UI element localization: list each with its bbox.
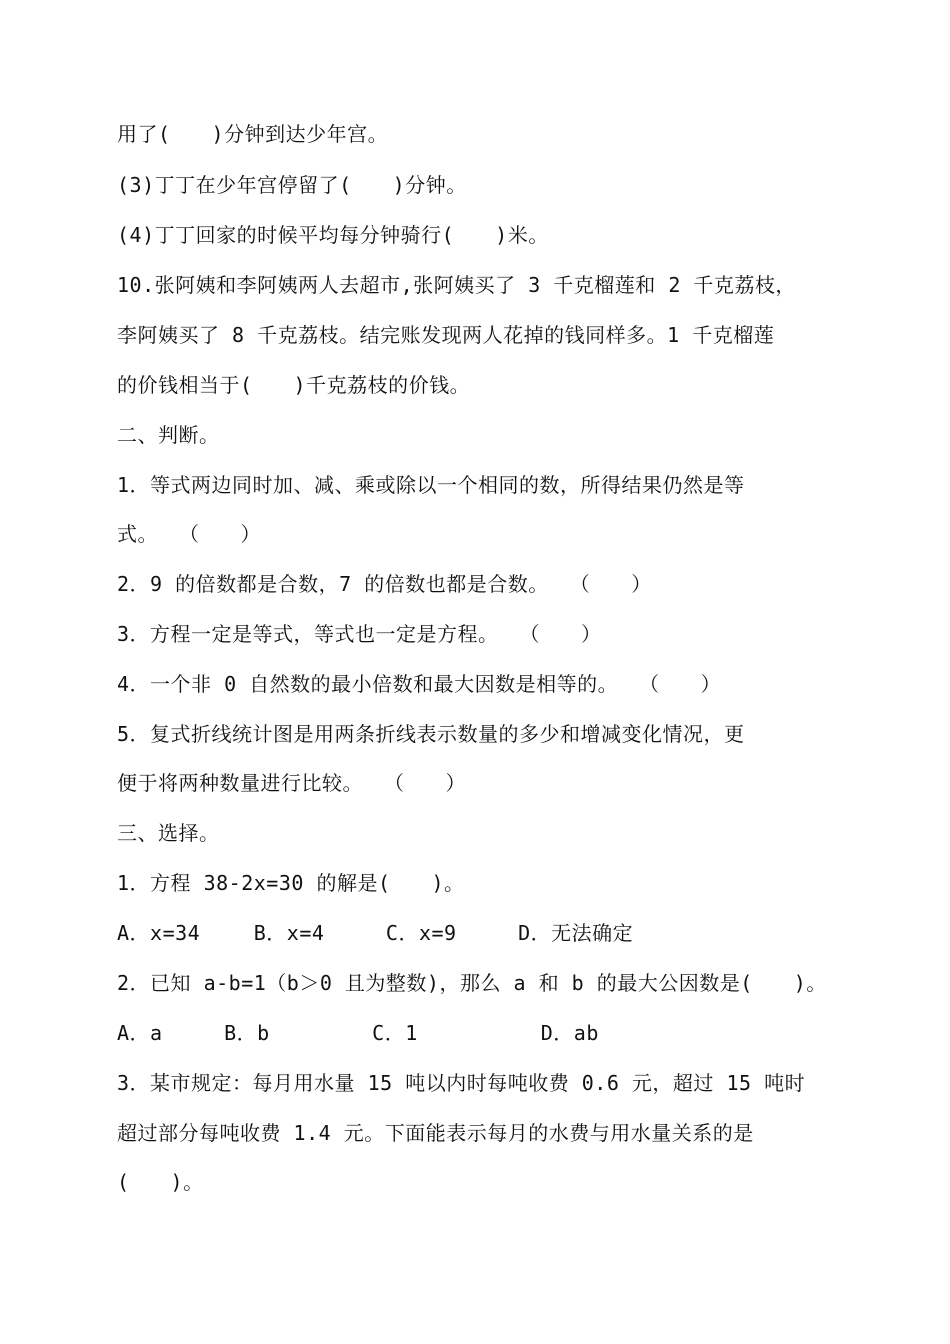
q10-line-1: 10.张阿姨和李阿姨两人去超市,张阿姨买了 3 千克榴莲和 2 千克荔枝， (117, 273, 796, 297)
section-3-heading: 三、选择。 (117, 821, 220, 845)
choice-3-line-2: 超过部分每吨收费 1.4 元。下面能表示每月的水费与用水量关系的是 (117, 1121, 754, 1145)
q10-line-3: 的价钱相当于( )千克荔枝的价钱。 (117, 373, 471, 397)
choice-1-options: A．x=34 B．x=4 C．x=9 D．无法确定 (117, 921, 634, 945)
judge-5-line-2: 便于将两种数量进行比较。 （ ） (117, 771, 466, 795)
q9-2-continuation: 用了( )分钟到达少年宫。 (117, 122, 389, 146)
judge-5-line-1: 5．复式折线统计图是用两条折线表示数量的多少和增减变化情况，更 (117, 722, 745, 746)
judge-2: 2．9 的倍数都是合数，7 的倍数也都是合数。 （ ） (117, 572, 652, 596)
section-2-heading: 二、判断。 (117, 423, 220, 447)
judge-3: 3．方程一定是等式，等式也一定是方程。 （ ） (117, 622, 602, 646)
choice-2: 2．已知 a-b=1（b＞0 且为整数)，那么 a 和 b 的最大公因数是( )。 (117, 971, 827, 995)
choice-2-options: A．a B．b C．1 D．ab (117, 1021, 599, 1045)
q9-4: (4)丁丁回家的时候平均每分钟骑行( )米。 (117, 223, 549, 247)
judge-4: 4．一个非 0 自然数的最小倍数和最大因数是相等的。 （ ） (117, 672, 722, 696)
judge-1-line-2: 式。 （ ） (117, 522, 261, 546)
q10-line-2: 李阿姨买了 8 千克荔枝。结完账发现两人花掉的钱同样多。1 千克榴莲 (117, 323, 775, 347)
choice-3-line-1: 3．某市规定：每月用水量 15 吨以内时每吨收费 0.6 元，超过 15 吨时 (117, 1071, 806, 1095)
judge-1-line-1: 1．等式两边同时加、减、乘或除以一个相同的数，所得结果仍然是等 (117, 473, 745, 497)
choice-3-line-3: ( )。 (117, 1170, 204, 1194)
q9-3: (3)丁丁在少年宫停留了( )分钟。 (117, 173, 467, 197)
choice-1: 1．方程 38-2x=30 的解是( )。 (117, 871, 465, 895)
